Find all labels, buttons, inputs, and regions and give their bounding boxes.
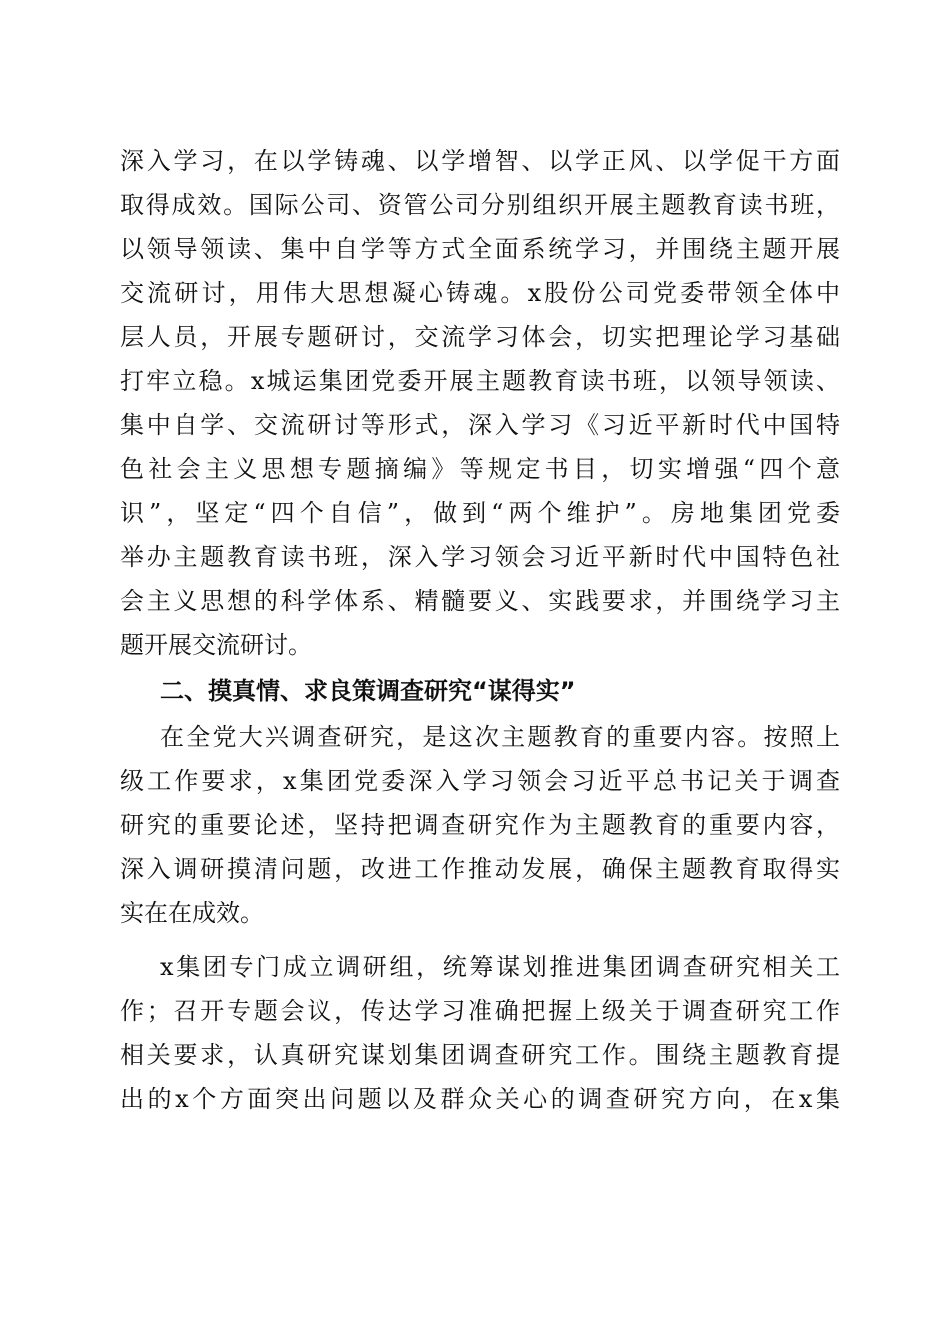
paragraph-line: 层人员，开展专题研讨，交流学习体会，切实把理论学习基础 <box>120 323 840 351</box>
paragraph-line: 相关要求，认真研究谋划集团调查研究工作。围绕主题教育提 <box>120 1041 840 1069</box>
paragraph-line: x集团专门成立调研组，统筹谋划推进集团调查研究相关工 <box>160 953 840 981</box>
paragraph-line: 级工作要求，x集团党委深入学习领会习近平总书记关于调查 <box>120 767 840 795</box>
paragraph-line: 实在在成效。 <box>120 899 264 927</box>
paragraph-line: 集中自学、交流研讨等形式，深入学习《习近平新时代中国特 <box>120 411 840 439</box>
paragraph-line: 打牢立稳。x城运集团党委开展主题教育读书班，以领导领读、 <box>120 367 840 395</box>
paragraph-line: 在全党大兴调查研究，是这次主题教育的重要内容。按照上 <box>160 723 840 751</box>
paragraph-line: 举办主题教育读书班，深入学习领会习近平新时代中国特色社 <box>120 543 840 571</box>
paragraph-line: 识”，坚定“四个自信”，做到“两个维护”。房地集团党委 <box>120 499 840 527</box>
paragraph-line: 研究的重要论述，坚持把调查研究作为主题教育的重要内容， <box>120 811 840 839</box>
paragraph-line: 出的x个方面突出问题以及群众关心的调查研究方向，在x集 <box>120 1085 840 1113</box>
section-heading: 二、摸真情、求良策调查研究“谋得实” <box>160 677 576 705</box>
paragraph-line: 会主义思想的科学体系、精髓要义、实践要求，并围绕学习主 <box>120 587 840 615</box>
paragraph-line: 作；召开专题会议，传达学习准确把握上级关于调查研究工作 <box>120 997 840 1025</box>
paragraph-line: 深入调研摸清问题，改进工作推动发展，确保主题教育取得实 <box>120 855 840 883</box>
paragraph-line: 以领导领读、集中自学等方式全面系统学习，并围绕主题开展 <box>120 235 840 263</box>
paragraph-line: 深入学习，在以学铸魂、以学增智、以学正风、以学促干方面 <box>120 147 840 175</box>
paragraph-line: 取得成效。国际公司、资管公司分别组织开展主题教育读书班， <box>120 191 840 219</box>
paragraph-line: 交流研讨，用伟大思想凝心铸魂。x股份公司党委带领全体中 <box>120 279 840 307</box>
paragraph-line: 题开展交流研讨。 <box>120 631 312 659</box>
paragraph-line: 色社会主义思想专题摘编》等规定书目，切实增强“四个意 <box>120 455 840 483</box>
